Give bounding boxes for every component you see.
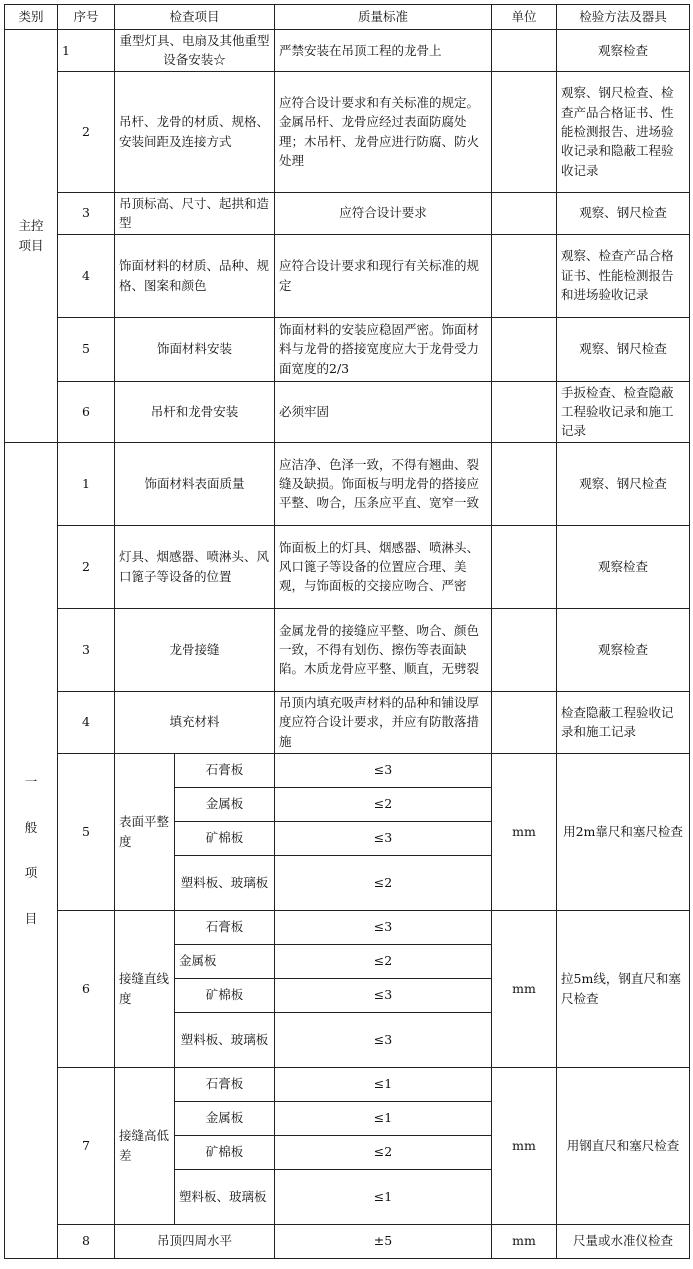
table-row <box>5 234 690 317</box>
header-unit: 单位 <box>492 5 557 30</box>
row-item: 吊杆和龙骨安装 <box>115 381 275 442</box>
group-item: 接缝高低差 <box>115 1067 175 1224</box>
row-method: 观察、钢尺检查、检查产品合格证书、性能检测报告、进场验收记录和隐蔽工程验收记录 <box>557 71 690 192</box>
row-unit <box>492 317 557 381</box>
row-standard: 应符合设计要求和有关标准的规定。金属吊杆、龙骨应经过表面防腐处理；木吊杆、龙骨应进行防腐、防火处理 <box>275 71 492 192</box>
table-row <box>5 192 690 234</box>
row-unit: mm <box>492 910 557 1067</box>
row-standard: 吊顶内填充吸声材料的品种和铺设厚度应符合设计要求，并应有防散落措施 <box>275 691 492 753</box>
sub-item: 塑料板、玻璃板 <box>175 855 275 910</box>
row-no: 6 <box>58 910 115 1067</box>
sub-item: 金属板 <box>175 787 275 821</box>
row-standard: 金属龙骨的接缝应平整、吻合、颜色一致，不得有划伤、擦伤等表面缺陷。木质龙骨应平整、顺直，无劈裂 <box>275 608 492 691</box>
row-item: 吊顶标高、尺寸、起拱和造型 <box>115 192 275 234</box>
row-method: 观察、钢尺检查 <box>557 317 690 381</box>
sub-item: 金属板 <box>175 1101 275 1135</box>
row-unit <box>492 30 557 72</box>
row-no: 5 <box>58 753 115 910</box>
table-row <box>5 442 690 525</box>
table-row <box>5 381 690 442</box>
row-method: 拉5m线，钢直尺和塞尺检查 <box>557 910 690 1067</box>
row-item: 灯具、烟感器、喷淋头、风口篦子等设备的位置 <box>115 525 275 608</box>
sub-item: 塑料板、玻璃板 <box>175 1169 275 1224</box>
row-unit <box>492 192 557 234</box>
row-item: 饰面材料的材质、品种、规格、图案和颜色 <box>115 234 275 317</box>
row-unit: mm <box>492 753 557 910</box>
table-row <box>5 608 690 691</box>
sub-standard: ≤3 <box>275 1012 492 1067</box>
row-method: 观察检查 <box>557 525 690 608</box>
row-standard: 饰面材料的安装应稳固严密。饰面材料与龙骨的搭接宽度应大于龙骨受力面宽度的2/3 <box>275 317 492 381</box>
group-item: 表面平整度 <box>115 753 175 910</box>
category-general: 一 般 项 目 <box>5 442 58 1258</box>
table-row <box>5 1224 690 1258</box>
row-method: 观察、检查产品合格证书、性能检测报告和进场验收记录 <box>557 234 690 317</box>
row-method: 观察检查 <box>557 608 690 691</box>
row-item: 饰面材料安装 <box>115 317 275 381</box>
row-unit <box>492 442 557 525</box>
row-unit <box>492 525 557 608</box>
row-item: 龙骨接缝 <box>115 608 275 691</box>
table-row <box>5 30 690 72</box>
row-no: 5 <box>58 317 115 381</box>
table-row <box>5 317 690 381</box>
row-unit: mm <box>492 1067 557 1224</box>
header-standard: 质量标准 <box>275 5 492 30</box>
row-method: 观察检查 <box>557 30 690 72</box>
row-unit <box>492 608 557 691</box>
row-no: 1 <box>58 30 115 72</box>
inspection-table <box>4 4 690 1259</box>
row-standard: 应符合设计要求 <box>275 192 492 234</box>
sub-standard: ≤1 <box>275 1169 492 1224</box>
header-item: 检查项目 <box>115 5 275 30</box>
sub-item: 矿棉板 <box>175 1135 275 1169</box>
row-standard: 必须牢固 <box>275 381 492 442</box>
sub-standard: ≤3 <box>275 753 492 787</box>
category-main: 主控项目 <box>5 30 58 443</box>
row-item: 吊顶四周水平 <box>115 1224 275 1258</box>
group-item: 接缝直线度 <box>115 910 175 1067</box>
sub-standard: ≤3 <box>275 821 492 855</box>
row-method: 用钢直尺和塞尺检查 <box>557 1067 690 1224</box>
row-method: 尺量或水准仪检查 <box>557 1224 690 1258</box>
header-method: 检验方法及器具 <box>557 5 690 30</box>
row-unit <box>492 234 557 317</box>
row-no: 3 <box>58 192 115 234</box>
header-row <box>5 5 690 30</box>
header-category: 类别 <box>5 5 58 30</box>
row-standard: 饰面板上的灯具、烟感器、喷淋头、风口篦子等设备的位置应合理、美观，与饰面板的交接应吻合、严密 <box>275 525 492 608</box>
sub-standard: ≤1 <box>275 1067 492 1101</box>
row-item: 重型灯具、电扇及其他重型设备安装☆ <box>115 30 275 72</box>
sub-item: 石膏板 <box>175 1067 275 1101</box>
row-item: 饰面材料表面质量 <box>115 442 275 525</box>
row-no: 8 <box>58 1224 115 1258</box>
row-method: 检查隐蔽工程验收记录和施工记录 <box>557 691 690 753</box>
row-no: 4 <box>58 691 115 753</box>
row-unit: mm <box>492 1224 557 1258</box>
row-unit <box>492 691 557 753</box>
sub-standard: ≤2 <box>275 944 492 978</box>
row-method: 用2m靠尺和塞尺检查 <box>557 753 690 910</box>
sub-standard: ≤2 <box>275 787 492 821</box>
table-row <box>5 1067 690 1101</box>
sub-standard: ≤3 <box>275 910 492 944</box>
table-row <box>5 910 690 944</box>
row-no: 1 <box>58 442 115 525</box>
sub-item: 石膏板 <box>175 753 275 787</box>
sub-item: 矿棉板 <box>175 821 275 855</box>
sub-standard: ≤3 <box>275 978 492 1012</box>
table-row <box>5 71 690 192</box>
table-row <box>5 691 690 753</box>
table-row <box>5 753 690 787</box>
sub-standard: ≤2 <box>275 855 492 910</box>
row-no: 3 <box>58 608 115 691</box>
table-row <box>5 525 690 608</box>
row-no: 7 <box>58 1067 115 1224</box>
sub-standard: ≤2 <box>275 1135 492 1169</box>
sub-item: 石膏板 <box>175 910 275 944</box>
row-method: 观察、钢尺检查 <box>557 192 690 234</box>
row-no: 2 <box>58 71 115 192</box>
row-standard: ±5 <box>275 1224 492 1258</box>
row-method: 观察、钢尺检查 <box>557 442 690 525</box>
row-standard: 应符合设计要求和现行有关标准的规定 <box>275 234 492 317</box>
row-standard: 严禁安装在吊顶工程的龙骨上 <box>275 30 492 72</box>
row-method: 手扳检查、检查隐蔽工程验收记录和施工记录 <box>557 381 690 442</box>
header-no: 序号 <box>58 5 115 30</box>
row-unit <box>492 381 557 442</box>
row-no: 4 <box>58 234 115 317</box>
sub-standard: ≤1 <box>275 1101 492 1135</box>
row-item: 填充材料 <box>115 691 275 753</box>
row-item: 吊杆、龙骨的材质、规格、安装间距及连接方式 <box>115 71 275 192</box>
row-unit <box>492 71 557 192</box>
row-no: 2 <box>58 525 115 608</box>
sub-item: 塑料板、玻璃板 <box>175 1012 275 1067</box>
sub-item: 金属板 <box>175 944 275 978</box>
row-no: 6 <box>58 381 115 442</box>
row-standard: 应洁净、色泽一致，不得有翘曲、裂缝及缺损。饰面板与明龙骨的搭接应平整、吻合，压条应平直、宽窄一致 <box>275 442 492 525</box>
sub-item: 矿棉板 <box>175 978 275 1012</box>
